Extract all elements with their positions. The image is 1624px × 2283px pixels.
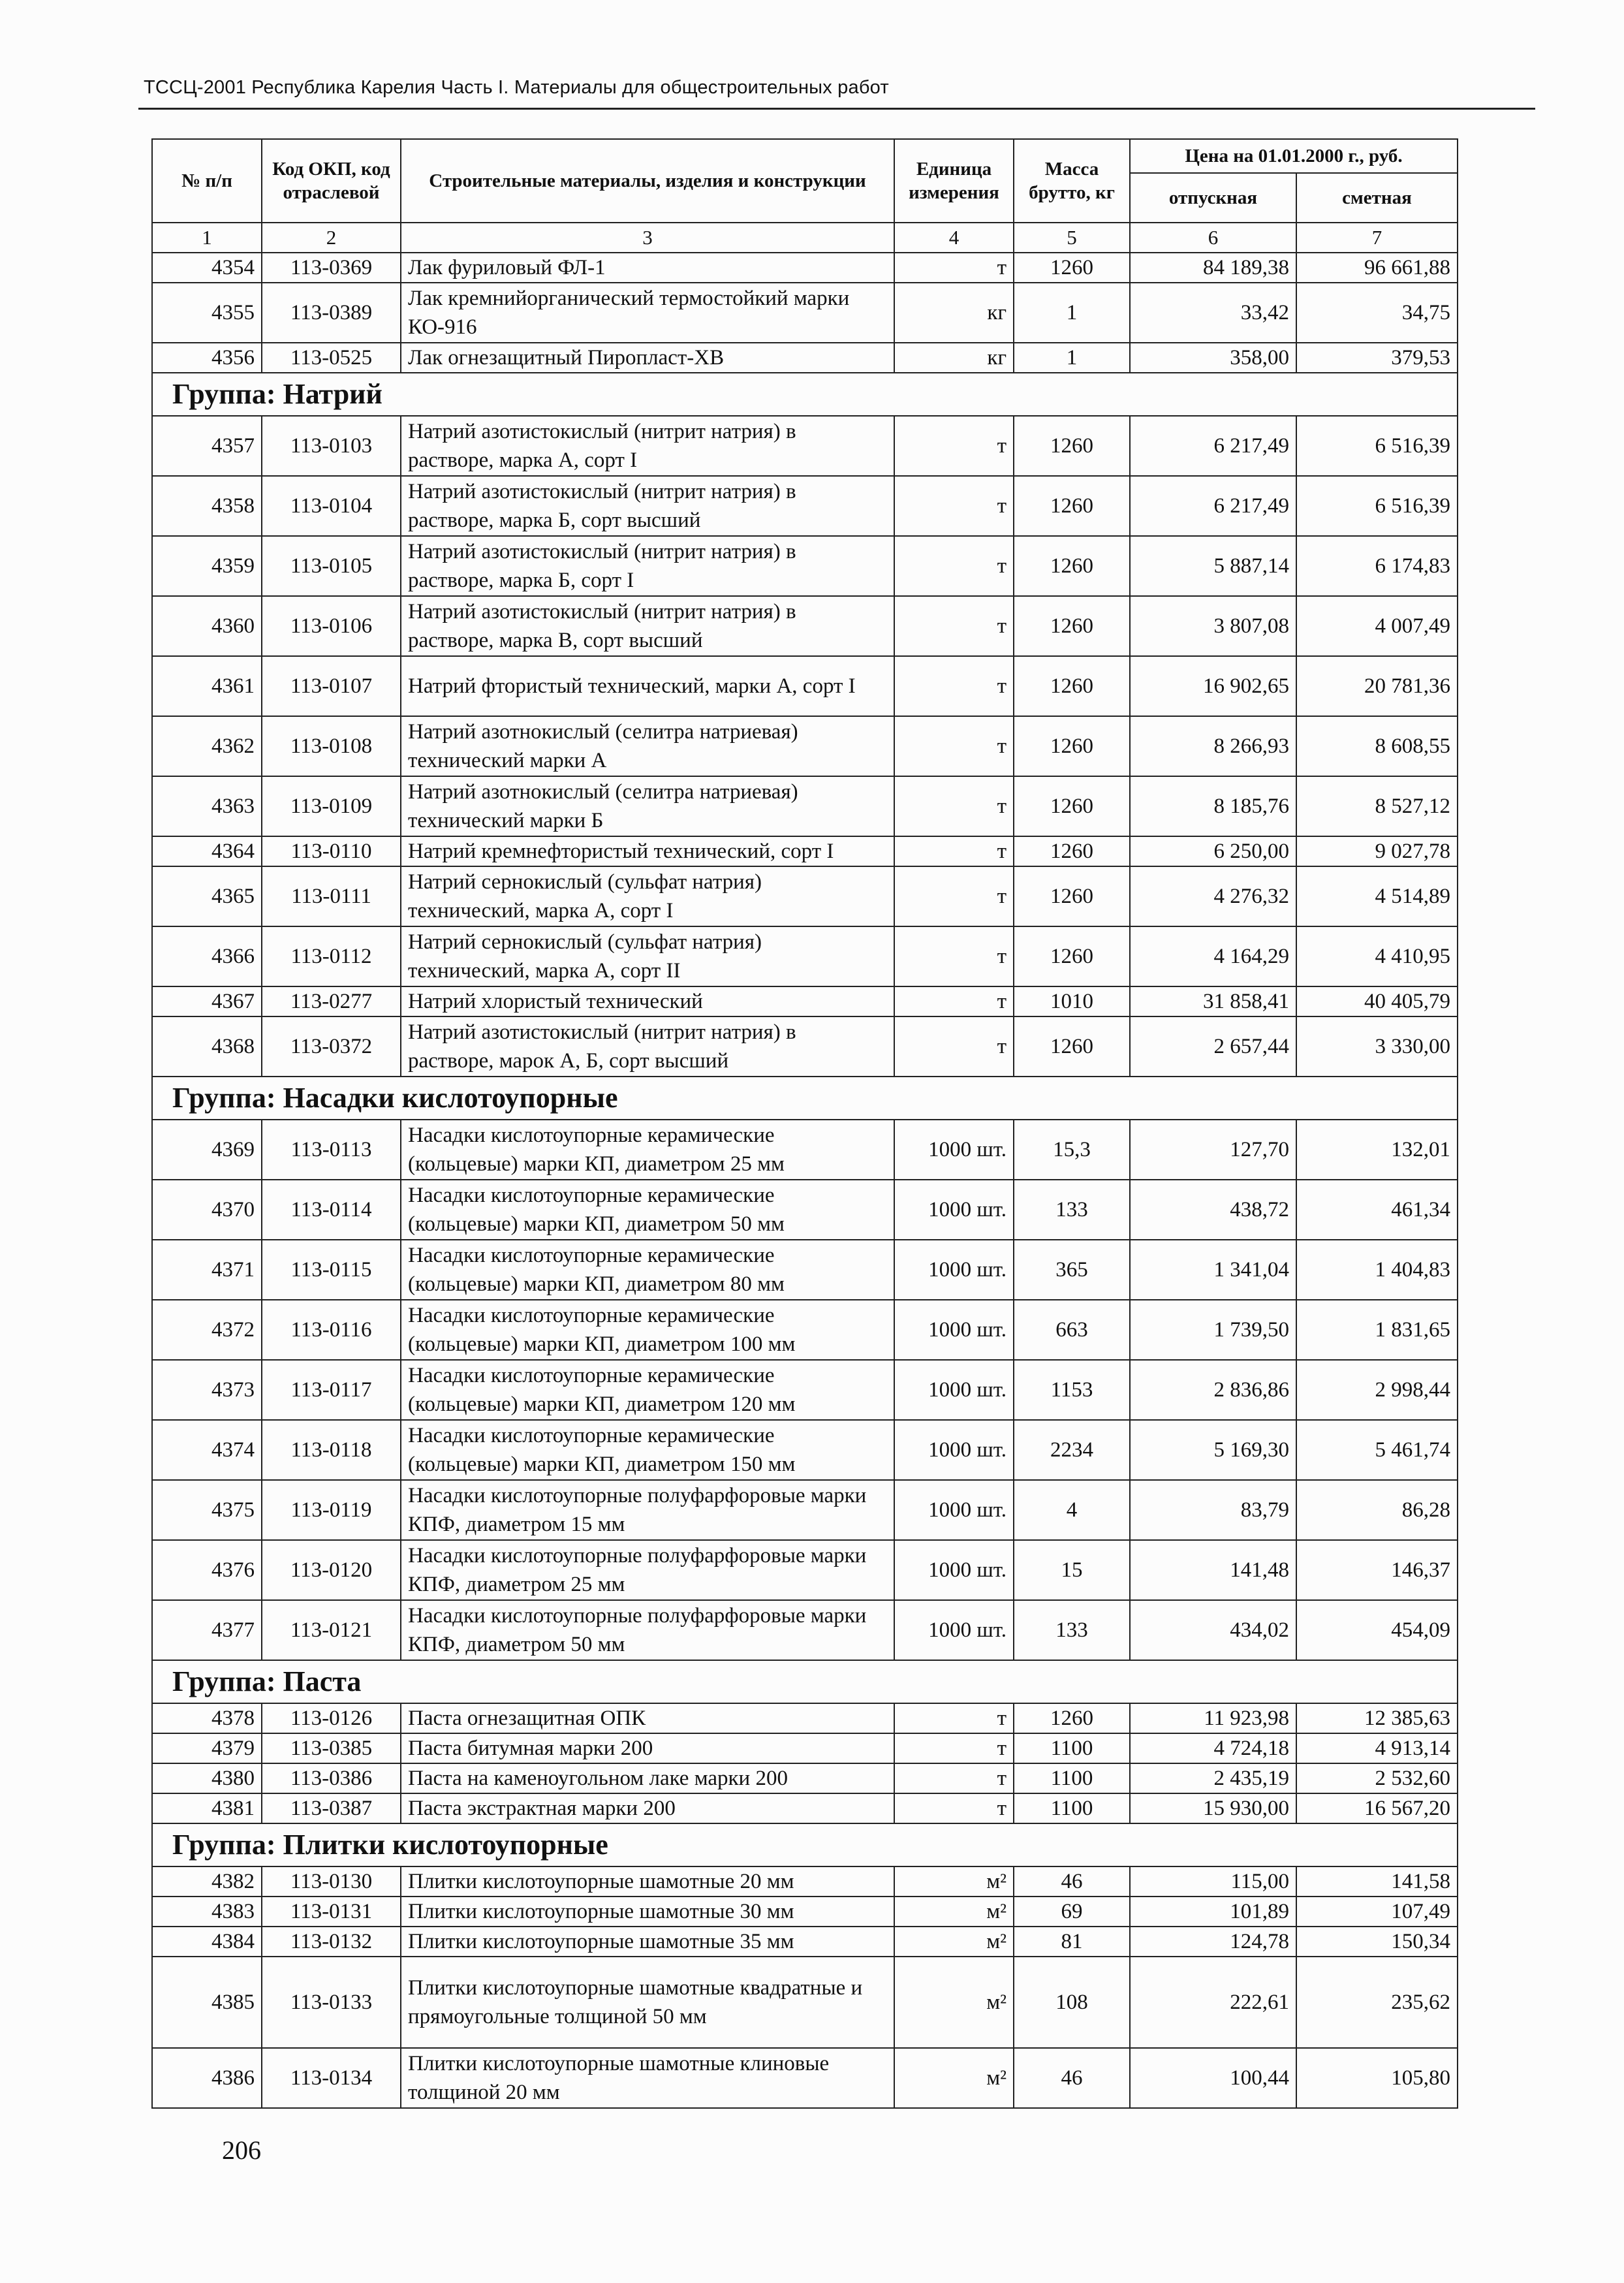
- row-unit: 1000 шт.: [894, 1120, 1014, 1180]
- row-price-estimate: 86,28: [1296, 1480, 1458, 1540]
- row-code: 113-0103: [262, 416, 401, 476]
- row-price-estimate: 1 404,83: [1296, 1240, 1458, 1300]
- row-number: 4355: [152, 283, 262, 343]
- table-row: [152, 1733, 1458, 1763]
- table-body: [152, 253, 1458, 2108]
- row-code: 113-0119: [262, 1480, 401, 1540]
- row-material-name: Насадки кислотоупорные керамические (кольцевые) марки КП, диаметром 100 мм: [401, 1300, 894, 1360]
- row-material-name: Лак фуриловый ФЛ-1: [401, 253, 894, 283]
- row-material-name: Лак огнезащитный Пиропласт-ХВ: [401, 343, 894, 373]
- table-row: [152, 283, 1458, 343]
- row-mass: 69: [1014, 1897, 1130, 1927]
- row-unit: 1000 шт.: [894, 1360, 1014, 1420]
- column-numbers-row: [152, 223, 1458, 253]
- row-price-estimate: 235,62: [1296, 1957, 1458, 2048]
- group-title: Группа: Паста: [152, 1660, 1458, 1703]
- table-row: [152, 2048, 1458, 2108]
- row-number: 4371: [152, 1240, 262, 1300]
- group-title: Группа: Плитки кислотоупорные: [152, 1823, 1458, 1866]
- row-price-release: 6 250,00: [1130, 836, 1296, 866]
- row-material-name: Натрий кремнефтористый технический, сорт I: [401, 836, 894, 866]
- row-mass: 1: [1014, 343, 1130, 373]
- table-row: [152, 1866, 1458, 1897]
- row-price-estimate: 146,37: [1296, 1540, 1458, 1600]
- row-number: 4386: [152, 2048, 262, 2108]
- row-number: 4361: [152, 656, 262, 716]
- row-mass: 1260: [1014, 416, 1130, 476]
- group-header-row: [152, 1823, 1458, 1866]
- row-price-release: 1 341,04: [1130, 1240, 1296, 1300]
- row-price-estimate: 454,09: [1296, 1600, 1458, 1660]
- row-mass: 4: [1014, 1480, 1130, 1540]
- row-code: 113-0116: [262, 1300, 401, 1360]
- row-material-name: Насадки кислотоупорные полуфарфоровые марки КПФ, диаметром 25 мм: [401, 1540, 894, 1600]
- row-price-release: 4 164,29: [1130, 926, 1296, 986]
- row-unit: 1000 шт.: [894, 1180, 1014, 1240]
- row-code: 113-0369: [262, 253, 401, 283]
- row-unit: т: [894, 253, 1014, 283]
- row-code: 113-0109: [262, 776, 401, 836]
- row-price-estimate: 4 410,95: [1296, 926, 1458, 986]
- table-row: [152, 253, 1458, 283]
- row-code: 113-0133: [262, 1957, 401, 2048]
- row-number: 4362: [152, 716, 262, 776]
- row-code: 113-0114: [262, 1180, 401, 1240]
- row-code: 113-0108: [262, 716, 401, 776]
- row-price-estimate: 4 007,49: [1296, 596, 1458, 656]
- row-price-estimate: 2 998,44: [1296, 1360, 1458, 1420]
- row-unit: т: [894, 776, 1014, 836]
- row-number: 4357: [152, 416, 262, 476]
- header-unit: Единица измерения: [894, 139, 1014, 223]
- row-mass: 1260: [1014, 536, 1130, 596]
- row-price-release: 6 217,49: [1130, 416, 1296, 476]
- row-price-estimate: 2 532,60: [1296, 1763, 1458, 1793]
- table-row: [152, 596, 1458, 656]
- row-number: 4383: [152, 1897, 262, 1927]
- row-unit: т: [894, 1733, 1014, 1763]
- row-unit: т: [894, 1703, 1014, 1733]
- table-row: [152, 986, 1458, 1016]
- row-unit: 1000 шт.: [894, 1300, 1014, 1360]
- row-number: 4376: [152, 1540, 262, 1600]
- table-row: [152, 776, 1458, 836]
- row-price-estimate: 6 174,83: [1296, 536, 1458, 596]
- row-price-estimate: 20 781,36: [1296, 656, 1458, 716]
- group-header-row: [152, 1077, 1458, 1120]
- row-material-name: Насадки кислотоупорные керамические (кольцевые) марки КП, диаметром 80 мм: [401, 1240, 894, 1300]
- header-price-release: отпускная: [1130, 173, 1296, 223]
- row-code: 113-0387: [262, 1793, 401, 1823]
- row-unit: кг: [894, 343, 1014, 373]
- row-price-release: 100,44: [1130, 2048, 1296, 2108]
- row-price-estimate: 96 661,88: [1296, 253, 1458, 283]
- row-price-estimate: 105,80: [1296, 2048, 1458, 2108]
- materials-table: [151, 138, 1458, 2109]
- group-title: Группа: Насадки кислотоупорные: [152, 1077, 1458, 1120]
- row-number: 4377: [152, 1600, 262, 1660]
- column-number: 2: [262, 223, 401, 253]
- row-price-estimate: 8 608,55: [1296, 716, 1458, 776]
- group-title: Группа: Натрий: [152, 373, 1458, 416]
- row-price-estimate: 40 405,79: [1296, 986, 1458, 1016]
- row-number: 4367: [152, 986, 262, 1016]
- row-mass: 1100: [1014, 1733, 1130, 1763]
- row-unit: м²: [894, 1897, 1014, 1927]
- row-code: 113-0131: [262, 1897, 401, 1927]
- row-material-name: Насадки кислотоупорные полуфарфоровые марки КПФ, диаметром 15 мм: [401, 1480, 894, 1540]
- row-price-release: 16 902,65: [1130, 656, 1296, 716]
- row-code: 113-0107: [262, 656, 401, 716]
- row-mass: 2234: [1014, 1420, 1130, 1480]
- row-number: 4385: [152, 1957, 262, 2048]
- row-code: 113-0113: [262, 1120, 401, 1180]
- row-material-name: Натрий фтористый технический, марки А, сорт I: [401, 656, 894, 716]
- row-price-estimate: 34,75: [1296, 283, 1458, 343]
- row-unit: 1000 шт.: [894, 1540, 1014, 1600]
- row-price-release: 222,61: [1130, 1957, 1296, 2048]
- row-price-estimate: 8 527,12: [1296, 776, 1458, 836]
- row-code: 113-0134: [262, 2048, 401, 2108]
- table-row: [152, 1703, 1458, 1733]
- row-unit: 1000 шт.: [894, 1240, 1014, 1300]
- row-code: 113-0120: [262, 1540, 401, 1600]
- row-price-release: 4 724,18: [1130, 1733, 1296, 1763]
- row-material-name: Паста огнезащитная ОПК: [401, 1703, 894, 1733]
- column-number: 4: [894, 223, 1014, 253]
- row-code: 113-0104: [262, 476, 401, 536]
- table-row: [152, 1480, 1458, 1540]
- row-mass: 1100: [1014, 1793, 1130, 1823]
- row-price-release: 358,00: [1130, 343, 1296, 373]
- table-row: [152, 716, 1458, 776]
- table-row: [152, 836, 1458, 866]
- row-number: 4360: [152, 596, 262, 656]
- row-mass: 15: [1014, 1540, 1130, 1600]
- row-mass: 1260: [1014, 253, 1130, 283]
- row-mass: 1100: [1014, 1763, 1130, 1793]
- row-price-estimate: 461,34: [1296, 1180, 1458, 1240]
- row-price-estimate: 132,01: [1296, 1120, 1458, 1180]
- row-mass: 1260: [1014, 866, 1130, 926]
- table-row: [152, 536, 1458, 596]
- row-material-name: Натрий азотистокислый (нитрит натрия) в растворе, марка Б, сорт I: [401, 536, 894, 596]
- row-number: 4364: [152, 836, 262, 866]
- row-price-estimate: 1 831,65: [1296, 1300, 1458, 1360]
- row-number: 4359: [152, 536, 262, 596]
- row-material-name: Насадки кислотоупорные керамические (кольцевые) марки КП, диаметром 150 мм: [401, 1420, 894, 1480]
- row-unit: т: [894, 1016, 1014, 1077]
- row-code: 113-0115: [262, 1240, 401, 1300]
- table-row: [152, 1300, 1458, 1360]
- row-price-release: 4 276,32: [1130, 866, 1296, 926]
- table-row: [152, 1360, 1458, 1420]
- table-row: [152, 926, 1458, 986]
- header-divider: [138, 108, 1535, 110]
- row-unit: т: [894, 986, 1014, 1016]
- header-code: Код ОКП, код отраслевой: [262, 139, 401, 223]
- row-price-release: 6 217,49: [1130, 476, 1296, 536]
- table-row: [152, 1240, 1458, 1300]
- row-material-name: Плитки кислотоупорные шамотные квадратные и прямоугольные толщиной 50 мм: [401, 1957, 894, 2048]
- row-price-release: 8 266,93: [1130, 716, 1296, 776]
- row-mass: 1260: [1014, 776, 1130, 836]
- row-mass: 46: [1014, 2048, 1130, 2108]
- row-price-release: 101,89: [1130, 1897, 1296, 1927]
- row-unit: т: [894, 866, 1014, 926]
- column-number: 5: [1014, 223, 1130, 253]
- row-mass: 1260: [1014, 596, 1130, 656]
- row-price-release: 15 930,00: [1130, 1793, 1296, 1823]
- row-mass: 46: [1014, 1866, 1130, 1897]
- column-number: 3: [401, 223, 894, 253]
- row-material-name: Натрий сернокислый (сульфат натрия) технический, марка А, сорт I: [401, 866, 894, 926]
- row-price-estimate: 4 913,14: [1296, 1733, 1458, 1763]
- row-number: 4384: [152, 1927, 262, 1957]
- row-price-release: 11 923,98: [1130, 1703, 1296, 1733]
- row-code: 113-0112: [262, 926, 401, 986]
- row-number: 4358: [152, 476, 262, 536]
- row-price-release: 127,70: [1130, 1120, 1296, 1180]
- row-mass: 663: [1014, 1300, 1130, 1360]
- row-material-name: Натрий азотистокислый (нитрит натрия) в растворе, марка А, сорт I: [401, 416, 894, 476]
- row-material-name: Паста экстрактная марки 200: [401, 1793, 894, 1823]
- row-number: 4374: [152, 1420, 262, 1480]
- page-header: ТССЦ-2001 Республика Карелия Часть I. Материалы для общестроительных работ: [144, 77, 889, 98]
- row-price-estimate: 12 385,63: [1296, 1703, 1458, 1733]
- row-price-estimate: 141,58: [1296, 1866, 1458, 1897]
- row-number: 4379: [152, 1733, 262, 1763]
- row-number: 4366: [152, 926, 262, 986]
- row-price-release: 141,48: [1130, 1540, 1296, 1600]
- row-code: 113-0110: [262, 836, 401, 866]
- row-number: 4380: [152, 1763, 262, 1793]
- row-code: 113-0386: [262, 1763, 401, 1793]
- row-price-estimate: 5 461,74: [1296, 1420, 1458, 1480]
- row-mass: 133: [1014, 1600, 1130, 1660]
- row-unit: т: [894, 1763, 1014, 1793]
- row-unit: т: [894, 476, 1014, 536]
- row-price-estimate: 6 516,39: [1296, 416, 1458, 476]
- row-material-name: Насадки кислотоупорные керамические (кольцевые) марки КП, диаметром 25 мм: [401, 1120, 894, 1180]
- row-price-release: 3 807,08: [1130, 596, 1296, 656]
- table-row: [152, 1420, 1458, 1480]
- row-number: 4378: [152, 1703, 262, 1733]
- row-price-release: 33,42: [1130, 283, 1296, 343]
- row-code: 113-0132: [262, 1927, 401, 1957]
- row-price-estimate: 3 330,00: [1296, 1016, 1458, 1077]
- row-code: 113-0130: [262, 1866, 401, 1897]
- row-price-release: 438,72: [1130, 1180, 1296, 1240]
- row-unit: т: [894, 536, 1014, 596]
- row-material-name: Паста на каменоугольном лаке марки 200: [401, 1763, 894, 1793]
- row-material-name: Натрий азотнокислый (селитра натриевая) технический марки А: [401, 716, 894, 776]
- row-code: 113-0117: [262, 1360, 401, 1420]
- row-mass: 1260: [1014, 1703, 1130, 1733]
- row-material-name: Натрий азотистокислый (нитрит натрия) в растворе, марка В, сорт высший: [401, 596, 894, 656]
- row-material-name: Насадки кислотоупорные полуфарфоровые марки КПФ, диаметром 50 мм: [401, 1600, 894, 1660]
- row-material-name: Паста битумная марки 200: [401, 1733, 894, 1763]
- row-mass: 1010: [1014, 986, 1130, 1016]
- row-price-estimate: 6 516,39: [1296, 476, 1458, 536]
- row-material-name: Натрий хлористый технический: [401, 986, 894, 1016]
- row-number: 4354: [152, 253, 262, 283]
- row-mass: 1260: [1014, 656, 1130, 716]
- table-row: [152, 1927, 1458, 1957]
- row-number: 4382: [152, 1866, 262, 1897]
- column-number: 6: [1130, 223, 1296, 253]
- row-unit: т: [894, 656, 1014, 716]
- row-mass: 1260: [1014, 926, 1130, 986]
- row-unit: т: [894, 716, 1014, 776]
- row-price-release: 84 189,38: [1130, 253, 1296, 283]
- row-price-release: 8 185,76: [1130, 776, 1296, 836]
- row-unit: м²: [894, 1957, 1014, 2048]
- table-row: [152, 1540, 1458, 1600]
- row-unit: 1000 шт.: [894, 1600, 1014, 1660]
- row-number: 4356: [152, 343, 262, 373]
- row-code: 113-0389: [262, 283, 401, 343]
- row-mass: 133: [1014, 1180, 1130, 1240]
- row-number: 4373: [152, 1360, 262, 1420]
- row-price-estimate: 9 027,78: [1296, 836, 1458, 866]
- row-number: 4372: [152, 1300, 262, 1360]
- row-unit: м²: [894, 1866, 1014, 1897]
- row-material-name: Насадки кислотоупорные керамические (кольцевые) марки КП, диаметром 120 мм: [401, 1360, 894, 1420]
- page-number: 206: [222, 2135, 261, 2165]
- row-material-name: Насадки кислотоупорные керамические (кольцевые) марки КП, диаметром 50 мм: [401, 1180, 894, 1240]
- row-mass: 1153: [1014, 1360, 1130, 1420]
- table-row: [152, 1600, 1458, 1660]
- row-material-name: Плитки кислотоупорные шамотные 30 мм: [401, 1897, 894, 1927]
- row-mass: 1260: [1014, 1016, 1130, 1077]
- table-row: [152, 656, 1458, 716]
- row-mass: 365: [1014, 1240, 1130, 1300]
- row-unit: т: [894, 416, 1014, 476]
- row-price-release: 5 169,30: [1130, 1420, 1296, 1480]
- row-price-estimate: 107,49: [1296, 1897, 1458, 1927]
- row-code: 113-0111: [262, 866, 401, 926]
- row-code: 113-0525: [262, 343, 401, 373]
- row-material-name: Натрий азотнокислый (селитра натриевая) технический марки Б: [401, 776, 894, 836]
- row-unit: т: [894, 1793, 1014, 1823]
- row-unit: м²: [894, 1927, 1014, 1957]
- column-number: 7: [1296, 223, 1458, 253]
- row-code: 113-0106: [262, 596, 401, 656]
- row-material-name: Натрий азотистокислый (нитрит натрия) в растворе, марок А, Б, сорт высший: [401, 1016, 894, 1077]
- row-number: 4365: [152, 866, 262, 926]
- header-name: Строительные материалы, изделия и конструкции: [401, 139, 894, 223]
- row-number: 4375: [152, 1480, 262, 1540]
- row-price-estimate: 4 514,89: [1296, 866, 1458, 926]
- row-unit: 1000 шт.: [894, 1420, 1014, 1480]
- row-unit: кг: [894, 283, 1014, 343]
- row-price-release: 31 858,41: [1130, 986, 1296, 1016]
- row-code: 113-0126: [262, 1703, 401, 1733]
- table-row: [152, 866, 1458, 926]
- row-price-release: 1 739,50: [1130, 1300, 1296, 1360]
- table-row: [152, 1763, 1458, 1793]
- row-number: 4363: [152, 776, 262, 836]
- row-material-name: Плитки кислотоупорные шамотные 20 мм: [401, 1866, 894, 1897]
- row-number: 4369: [152, 1120, 262, 1180]
- group-header-row: [152, 1660, 1458, 1703]
- table-row: [152, 1957, 1458, 2048]
- table-row: [152, 476, 1458, 536]
- row-unit: т: [894, 926, 1014, 986]
- row-unit: т: [894, 836, 1014, 866]
- row-mass: 81: [1014, 1927, 1130, 1957]
- table-row: [152, 1897, 1458, 1927]
- row-price-release: 2 657,44: [1130, 1016, 1296, 1077]
- row-code: 113-0105: [262, 536, 401, 596]
- row-mass: 1: [1014, 283, 1130, 343]
- row-price-release: 2 836,86: [1130, 1360, 1296, 1420]
- row-number: 4368: [152, 1016, 262, 1077]
- row-mass: 1260: [1014, 836, 1130, 866]
- row-mass: 15,3: [1014, 1120, 1130, 1180]
- row-code: 113-0121: [262, 1600, 401, 1660]
- row-material-name: Лак кремнийорганический термостойкий марки КО-916: [401, 283, 894, 343]
- row-price-release: 434,02: [1130, 1600, 1296, 1660]
- row-code: 113-0372: [262, 1016, 401, 1077]
- row-price-release: 5 887,14: [1130, 536, 1296, 596]
- header-price-estimate: сметная: [1296, 173, 1458, 223]
- table-row: [152, 1793, 1458, 1823]
- row-number: 4370: [152, 1180, 262, 1240]
- row-price-release: 115,00: [1130, 1866, 1296, 1897]
- row-price-release: 2 435,19: [1130, 1763, 1296, 1793]
- row-code: 113-0385: [262, 1733, 401, 1763]
- row-price-estimate: 150,34: [1296, 1927, 1458, 1957]
- table-row: [152, 1016, 1458, 1077]
- column-number: 1: [152, 223, 262, 253]
- row-code: 113-0118: [262, 1420, 401, 1480]
- row-mass: 108: [1014, 1957, 1130, 2048]
- table-row: [152, 1120, 1458, 1180]
- header-price: Цена на 01.01.2000 г., руб.: [1130, 139, 1458, 173]
- row-material-name: Плитки кислотоупорные шамотные клиновые толщиной 20 мм: [401, 2048, 894, 2108]
- table-row: [152, 416, 1458, 476]
- row-mass: 1260: [1014, 716, 1130, 776]
- row-price-estimate: 16 567,20: [1296, 1793, 1458, 1823]
- row-price-release: 83,79: [1130, 1480, 1296, 1540]
- row-price-release: 124,78: [1130, 1927, 1296, 1957]
- header-num: № п/п: [152, 139, 262, 223]
- header-mass: Масса брутто, кг: [1014, 139, 1130, 223]
- row-unit: т: [894, 596, 1014, 656]
- row-material-name: Плитки кислотоупорные шамотные 35 мм: [401, 1927, 894, 1957]
- row-unit: м²: [894, 2048, 1014, 2108]
- table-row: [152, 343, 1458, 373]
- row-unit: 1000 шт.: [894, 1480, 1014, 1540]
- row-mass: 1260: [1014, 476, 1130, 536]
- table-row: [152, 1180, 1458, 1240]
- row-code: 113-0277: [262, 986, 401, 1016]
- group-header-row: [152, 373, 1458, 416]
- row-price-estimate: 379,53: [1296, 343, 1458, 373]
- row-material-name: Натрий сернокислый (сульфат натрия) технический, марка А, сорт II: [401, 926, 894, 986]
- row-material-name: Натрий азотистокислый (нитрит натрия) в растворе, марка Б, сорт высший: [401, 476, 894, 536]
- row-number: 4381: [152, 1793, 262, 1823]
